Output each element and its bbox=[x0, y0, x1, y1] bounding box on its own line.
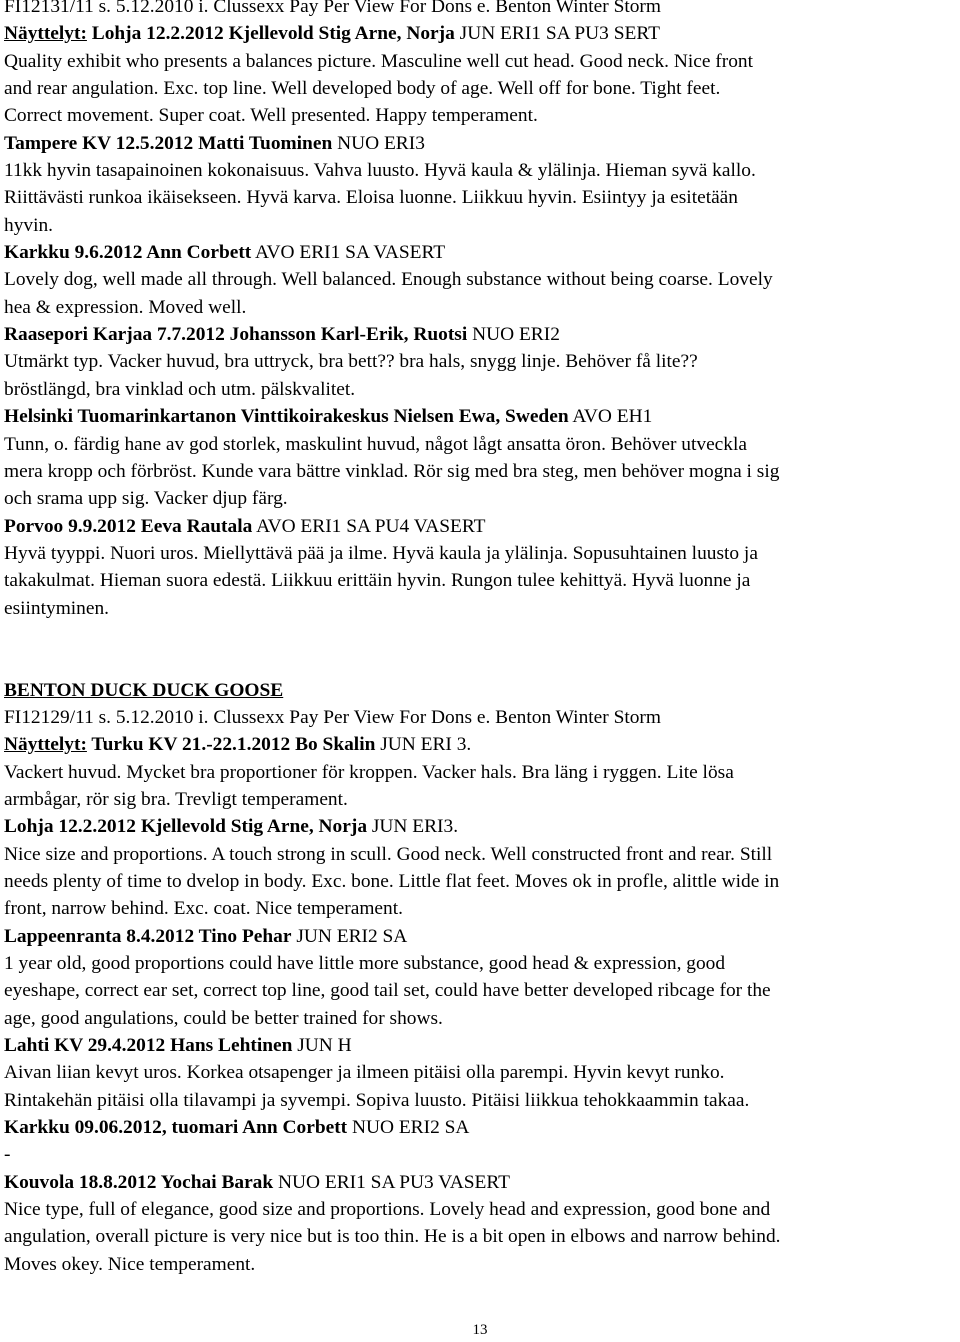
critique-line: Nice type, full of elegance, good size and proportions. Lovely head and expression, good bone and bbox=[4, 1199, 771, 1221]
show-name: Karkku 09.06.2012, tuomari Ann Corbett bbox=[4, 1117, 348, 1139]
show-result-line bbox=[4, 239, 958, 266]
show-name: Lahti KV 29.4.2012 Hans Lehtinen bbox=[4, 1035, 293, 1057]
critique-line: hea & expression. Moved well. bbox=[4, 296, 247, 318]
critique-line: Nice size and proportions. A touch strong in scull. Good neck. Well constructed front and rear. Still bbox=[4, 843, 773, 865]
critique-line: angulation, overall picture is very nice but is too thin. He is a bit open in elbows and narrow behind. bbox=[4, 1226, 781, 1248]
critique-line: 11kk hyvin tasapainoinen kokonaisuus. Vahva luusto. Hyvä kaula & ylälinja. Hieman syvä kallo. bbox=[4, 160, 756, 182]
show-grade: NUO ERI2 SA bbox=[347, 1117, 470, 1139]
critique-line: eyeshape, correct ear set, correct top line, good tail set, could have better developed ribcage for the bbox=[4, 980, 771, 1002]
section-gap bbox=[4, 622, 958, 677]
critique-line: Vackert huvud. Mycket bra proportioner för kroppen. Vacker hals. Bra läng i ryggen. Lite lösa bbox=[4, 761, 734, 783]
show-result-line bbox=[4, 513, 958, 540]
critique-line: Quality exhibit who presents a balances picture. Masculine well cut head. Good neck. Nice front bbox=[4, 50, 753, 72]
show-result-line bbox=[4, 130, 958, 157]
show-grade: JUN H bbox=[292, 1035, 352, 1057]
show-name: Lohja 12.2.2012 Kjellevold Stig Arne, Norja bbox=[4, 816, 368, 838]
show-name: Raasepori Karjaa 7.7.2012 Johansson Karl-Erik, Ruotsi bbox=[4, 324, 468, 346]
show-grade: AVO ERI1 SA PU4 VASERT bbox=[252, 515, 486, 537]
critique-line: bröstlängd, bra vinklad och utm. pälskvalitet. bbox=[4, 378, 356, 400]
show-grade: AVO ERI1 SA VASERT bbox=[251, 242, 446, 264]
dog-name-heading: BENTON DUCK DUCK GOOSE bbox=[4, 679, 284, 701]
show-grade: JUN ERI1 SA PU3 SERT bbox=[454, 23, 660, 45]
page-number: 13 bbox=[472, 1322, 488, 1338]
critique-line: Utmärkt typ. Vacker huvud, bra uttryck, bra bett?? bra hals, snygg linje. Behöver få lite?? bbox=[4, 351, 698, 373]
show-name: Lohja 12.2.2012 Kjellevold Stig Arne, Norja bbox=[86, 23, 455, 45]
show-result-line bbox=[4, 1169, 958, 1196]
show-name: Porvoo 9.9.2012 Eeva Rautala bbox=[4, 515, 253, 537]
critique-line: takakulmat. Hieman suora edestä. Liikkuu erittäin hyvin. Rungon tulee kehittyä. Hyvä luonne ja bbox=[4, 570, 751, 592]
show-grade: AVO EH1 bbox=[568, 406, 653, 428]
show-result-line bbox=[4, 813, 958, 840]
show-name: Helsinki Tuomarinkartanon Vinttikoirakeskus Nielsen Ewa, Sweden bbox=[4, 406, 569, 428]
critique-line: Moves okey. Nice temperament. bbox=[4, 1253, 256, 1275]
critique-line: mera kropp och förbröst. Kunde vara bättre vinklad. Rör sig med bra steg, men behöver mogna i sig bbox=[4, 460, 780, 482]
show-result-line bbox=[4, 321, 958, 348]
show-label: Näyttelyt: bbox=[4, 23, 87, 45]
show-grade: NUO ERI1 SA PU3 VASERT bbox=[273, 1171, 510, 1193]
show-result-line bbox=[4, 731, 958, 758]
critique-line: och srama upp sig. Vacker djup färg. bbox=[4, 488, 288, 510]
critique-line: Riittävästi runkoa ikäisekseen. Hyvä karva. Eloisa luonne. Liikkuu hyvin. Esiintyy ja esitetään bbox=[4, 187, 738, 209]
show-result-line bbox=[4, 20, 958, 47]
show-result-line bbox=[4, 923, 958, 950]
critique-line: Correct movement. Super coat. Well presented. Happy temperament. bbox=[4, 105, 538, 127]
show-name: Tampere KV 12.5.2012 Matti Tuominen bbox=[4, 132, 333, 154]
show-name: Karkku 9.6.2012 Ann Corbett bbox=[4, 242, 252, 264]
document-page bbox=[4, 0, 958, 1278]
show-name: Turku KV 21.-22.1.2012 Bo Skalin bbox=[86, 734, 376, 756]
critique-line: hyvin. bbox=[4, 214, 54, 236]
show-grade: NUO ERI3 bbox=[332, 132, 425, 154]
critique-line: armbågar, rör sig bra. Trevligt temperament. bbox=[4, 788, 348, 810]
critique-line: 1 year old, good proportions could have little more substance, good head & expression, good bbox=[4, 953, 726, 975]
critique-line: and rear angulation. Exc. top line. Well developed body of age. Well off for bone. Tight feet. bbox=[4, 78, 721, 100]
show-grade: NUO ERI2 bbox=[467, 324, 560, 346]
show-grade: JUN ERI 3. bbox=[375, 734, 472, 756]
registration-line: FI12131/11 s. 5.12.2010 i. Clussexx Pay Per View For Dons e. Benton Winter Storm bbox=[4, 0, 661, 17]
critique-line: Tunn, o. färdig hane av god storlek, maskulint huvud, något lågt ansatta öron. Behöver utveckla bbox=[4, 433, 747, 455]
show-result-line bbox=[4, 1114, 958, 1141]
show-result-line bbox=[4, 1032, 958, 1059]
show-name: Kouvola 18.8.2012 Yochai Barak bbox=[4, 1171, 274, 1193]
critique-line: Aivan liian kevyt uros. Korkea otsapenger ja ilmeen pitäisi olla parempi. Hyvin kevyt runko. bbox=[4, 1062, 725, 1084]
show-grade: JUN ERI3. bbox=[367, 816, 459, 838]
critique-line: - bbox=[4, 1144, 11, 1166]
critique-line: age, good angulations, could be better trained for shows. bbox=[4, 1007, 443, 1029]
critique-line: front, narrow behind. Exc. coat. Nice temperament. bbox=[4, 898, 403, 920]
show-label: Näyttelyt: bbox=[4, 734, 87, 756]
show-name: Lappeenranta 8.4.2012 Tino Pehar bbox=[4, 925, 292, 947]
show-result-line bbox=[4, 403, 958, 430]
registration-line: FI12129/11 s. 5.12.2010 i. Clussexx Pay Per View For Dons e. Benton Winter Storm bbox=[4, 706, 661, 728]
critique-line: needs plenty of time to dvelop in body. Exc. bone. Little flat feet. Moves ok in profle, alittle wide in bbox=[4, 871, 780, 892]
show-grade: JUN ERI2 SA bbox=[291, 925, 408, 947]
critique-line: Lovely dog, well made all through. Well balanced. Enough substance without being coarse. Lovely bbox=[4, 269, 773, 291]
critique-line: Hyvä tyyppi. Nuori uros. Miellyttävä pää ja ilme. Hyvä kaula ja ylälinja. Sopusuhtainen luusto ja bbox=[4, 542, 758, 564]
critique-line: Rintakehän pitäisi olla tilavampi ja syvempi. Sopiva luusto. Pitäisi liikkua tehokkaammin takaa. bbox=[4, 1089, 750, 1111]
critique-line: esiintyminen. bbox=[4, 597, 110, 619]
